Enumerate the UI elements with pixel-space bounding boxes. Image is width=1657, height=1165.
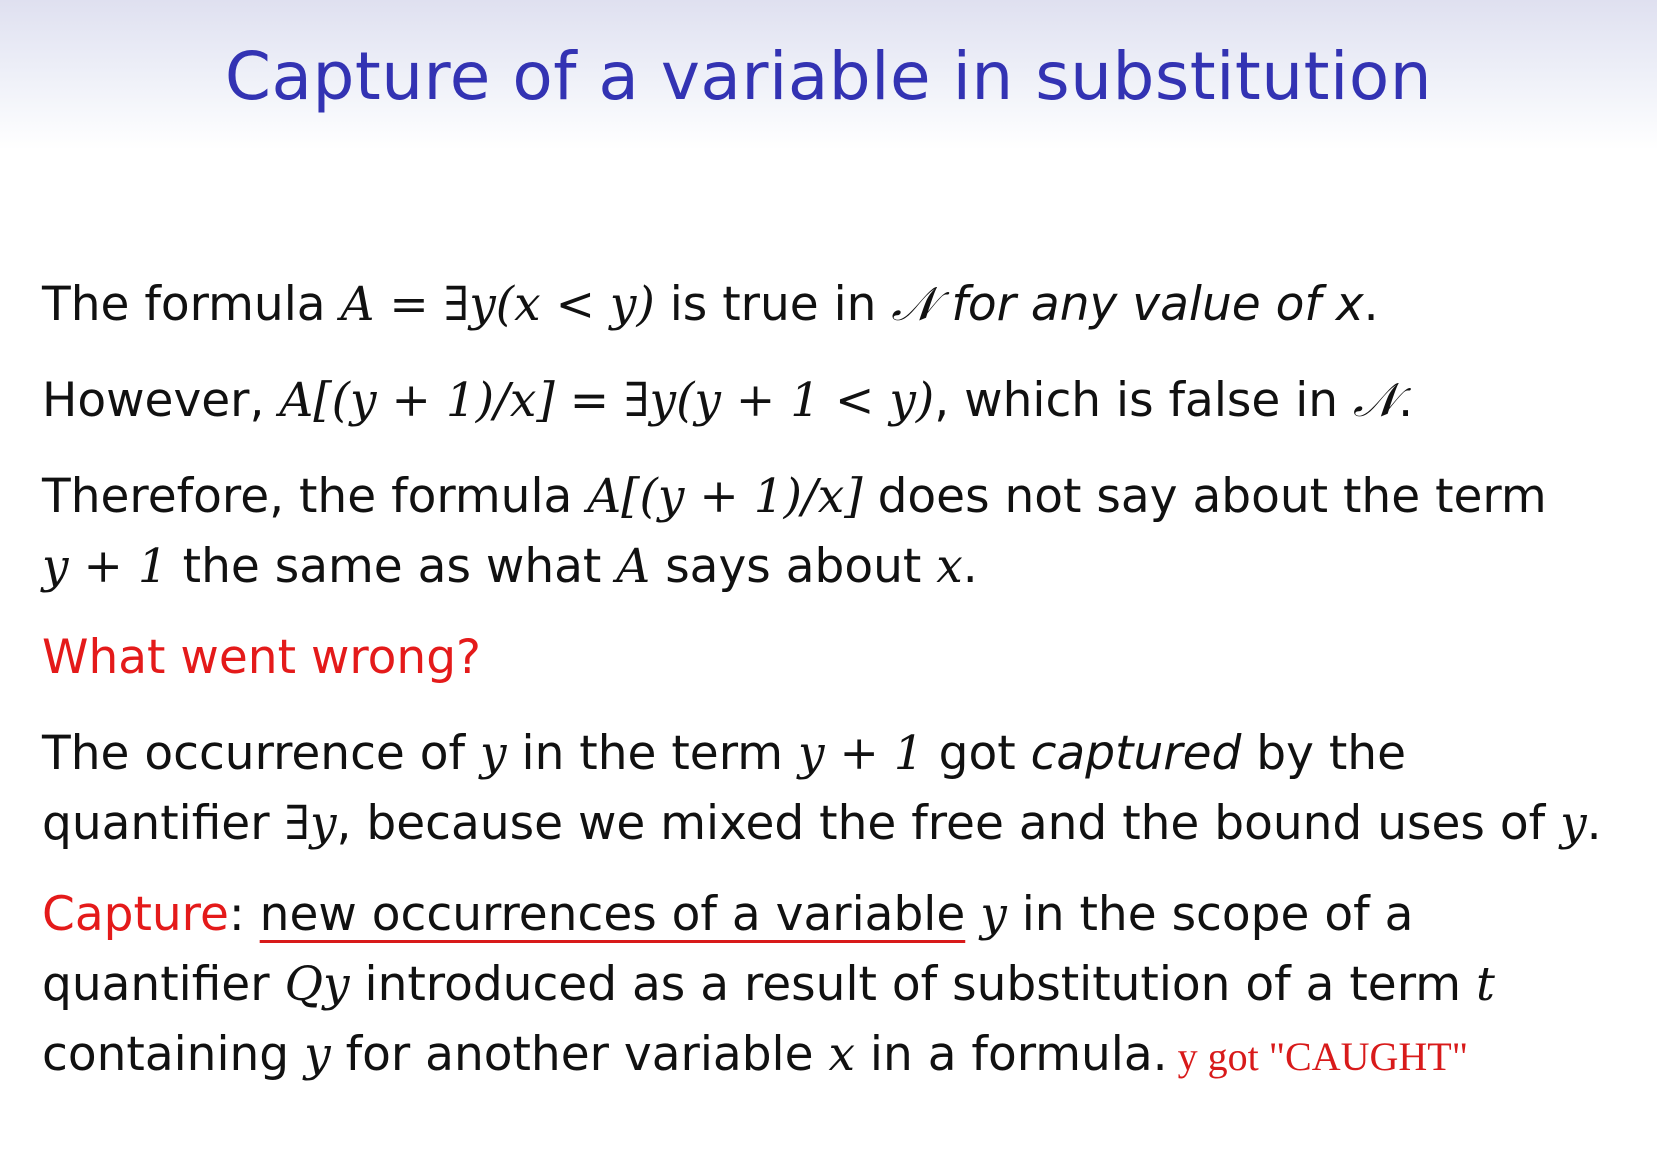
paragraph-therefore: Therefore, the formula A[(y + 1)/x] does not say about the term y + 1 the same as what A says about x. — [42, 469, 1547, 594]
capture-label: Capture — [42, 887, 229, 942]
paragraph-formula-true: The formula A = ∃y(x < y) is true in 𝒩 for any value of x. — [42, 277, 1379, 332]
paragraph-formula-false: However, A[(y + 1)/x] = ∃y(y + 1 < y), which is false in 𝒩. — [42, 373, 1414, 428]
paragraph-occurrence: The occurrence of y in the term y + 1 got captured by the quantifier ∃y, because we mixed the free and the bound uses of y. — [42, 726, 1602, 851]
formula-a: A = ∃y(x < y) — [340, 277, 655, 332]
underlined-phrase: new occurrences of a variable — [259, 887, 966, 942]
paragraph-capture-definition: Capture: new occurrences of a variable y in the scope of a quantifier Qy introduced as a result of substitution of a term t containing y for another variable x in a formula. y got "CAUGHT" — [42, 887, 1495, 1082]
substitution-lhs: A[(y + 1)/x] — [279, 373, 555, 428]
substitution-rhs: ∃y(y + 1 < y) — [624, 373, 935, 428]
caught-annotation: y got "CAUGHT" — [1177, 1034, 1469, 1079]
question-heading: What went wrong? — [42, 630, 481, 685]
structure-n: 𝒩 — [891, 277, 937, 332]
structure-n: 𝒩 — [1353, 373, 1399, 428]
slide-title: Capture of a variable in substitution — [224, 38, 1433, 115]
